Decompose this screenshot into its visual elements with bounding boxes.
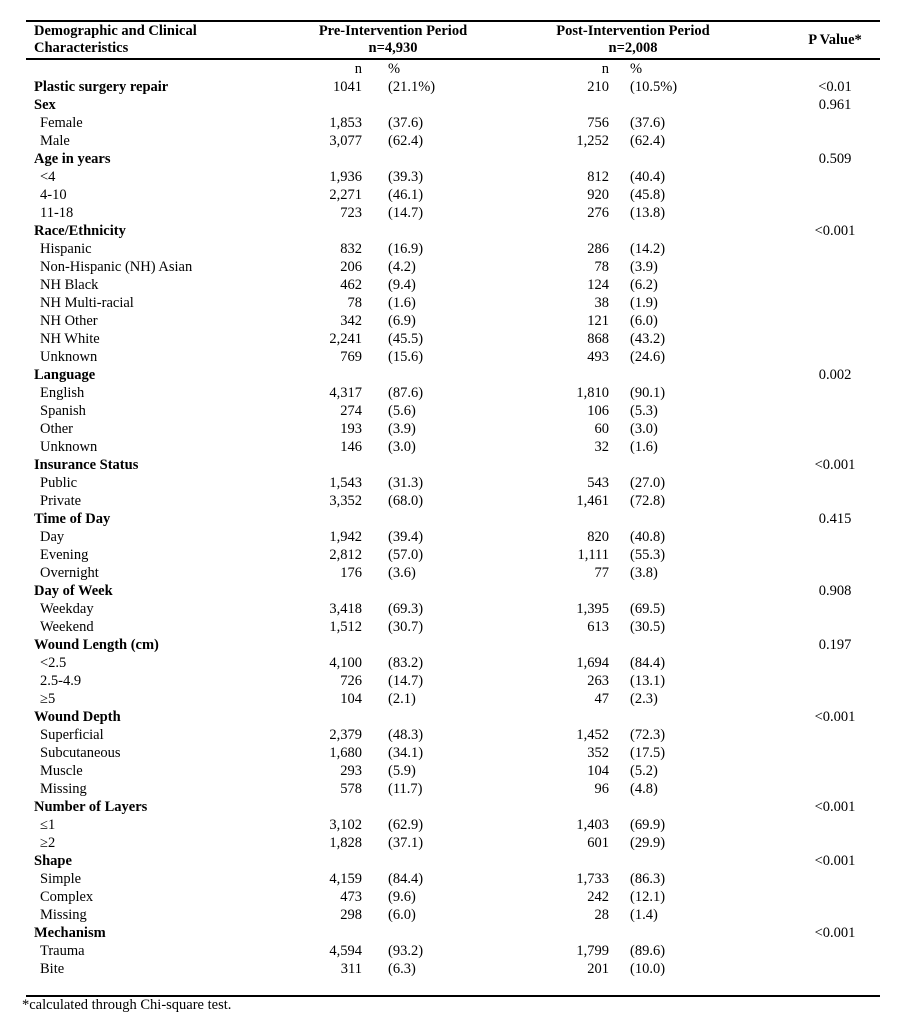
row-label: Bite	[40, 961, 65, 977]
pvalue-cell: 0.509	[818, 151, 852, 167]
pre-pct-cell: (11.7)	[388, 781, 423, 797]
post-n-cell: 124	[587, 277, 609, 293]
post-pct-cell: (86.3)	[630, 871, 666, 887]
table-row	[26, 618, 880, 636]
post-n-cell: 820	[587, 529, 609, 545]
pvalue-cell: 0.908	[818, 583, 852, 599]
row-label: ≥2	[40, 835, 56, 851]
table-row	[26, 330, 880, 348]
post-pct-cell: (10.5%)	[630, 79, 678, 95]
pre-pct-cell: (5.9)	[388, 763, 416, 779]
table-row	[26, 564, 880, 582]
pre-pct-cell: (39.3)	[388, 169, 424, 185]
pre-pct-cell: (14.7)	[388, 205, 424, 221]
post-n-cell: 493	[587, 349, 609, 365]
table-row	[26, 816, 880, 834]
row-label: Overnight	[40, 565, 99, 581]
table-row	[26, 744, 880, 762]
table-row	[26, 186, 880, 204]
pvalue-cell: 0.961	[818, 97, 852, 113]
table-row	[26, 762, 880, 780]
subheader-pct-pre: %	[388, 61, 401, 77]
row-label: Time of Day	[34, 511, 111, 527]
pre-pct-cell: (30.7)	[388, 619, 424, 635]
pre-n-cell: 298	[340, 907, 362, 923]
post-n-cell: 210	[587, 79, 609, 95]
section-row	[26, 510, 880, 528]
row-label: Missing	[40, 781, 87, 797]
post-pct-cell: (72.3)	[630, 727, 666, 743]
pre-pct-cell: (68.0)	[388, 493, 424, 509]
subheader-n-post: n	[601, 61, 609, 77]
pvalue-cell: <0.001	[814, 853, 856, 869]
pre-n-cell: 726	[340, 673, 362, 689]
post-n-cell: 47	[594, 691, 609, 707]
post-n-cell: 286	[587, 241, 609, 257]
table-row	[26, 204, 880, 222]
table-row	[26, 438, 880, 456]
pre-pct-cell: (3.9)	[388, 421, 416, 437]
post-pct-cell: (4.8)	[630, 781, 658, 797]
post-n-cell: 60	[594, 421, 609, 437]
pre-n-cell: 3,077	[329, 133, 362, 149]
table-row	[26, 420, 880, 438]
pre-n-cell: 104	[340, 691, 362, 707]
pre-n-cell: 723	[340, 205, 362, 221]
pvalue-cell: <0.001	[814, 925, 856, 941]
header-pre-line2: n=4,930	[368, 40, 418, 56]
post-n-cell: 756	[587, 115, 609, 131]
post-pct-cell: (6.2)	[630, 277, 658, 293]
section-row	[26, 636, 880, 654]
table-row	[26, 240, 880, 258]
table-row	[26, 258, 880, 276]
pre-pct-cell: (14.7)	[388, 673, 424, 689]
post-pct-cell: (69.5)	[630, 601, 666, 617]
row-label: Female	[40, 115, 83, 131]
post-n-cell: 601	[587, 835, 609, 851]
row-label: ≥5	[40, 691, 56, 707]
post-n-cell: 543	[587, 475, 609, 491]
post-n-cell: 104	[587, 763, 609, 779]
row-label: Wound Length (cm)	[34, 637, 159, 653]
row-label: Missing	[40, 907, 87, 923]
pre-pct-cell: (4.2)	[388, 259, 416, 275]
post-n-cell: 121	[587, 313, 609, 329]
pre-n-cell: 293	[340, 763, 362, 779]
row-label: Evening	[40, 547, 89, 563]
row-label: Unknown	[40, 349, 98, 365]
pre-pct-cell: (16.9)	[388, 241, 424, 257]
pre-pct-cell: (6.0)	[388, 907, 416, 923]
footnote: *calculated through Chi-square test.	[22, 997, 232, 1013]
post-pct-cell: (72.8)	[630, 493, 666, 509]
pvalue-cell: 0.002	[818, 367, 852, 383]
table-row	[26, 132, 880, 150]
pre-n-cell: 146	[340, 439, 362, 455]
row-label: Sex	[34, 97, 56, 113]
pre-pct-cell: (6.3)	[388, 961, 416, 977]
pre-n-cell: 4,594	[329, 943, 362, 959]
pre-n-cell: 1,680	[329, 745, 362, 761]
post-pct-cell: (1.4)	[630, 907, 658, 923]
table-row	[26, 906, 880, 924]
pre-n-cell: 832	[340, 241, 362, 257]
row-label: Age in years	[34, 151, 111, 167]
pre-pct-cell: (15.6)	[388, 349, 424, 365]
row-label: Shape	[34, 853, 72, 869]
row-label: Number of Layers	[34, 799, 148, 815]
pre-n-cell: 1,942	[329, 529, 362, 545]
pre-n-cell: 4,317	[329, 385, 362, 401]
table-row	[26, 402, 880, 420]
post-pct-cell: (24.6)	[630, 349, 666, 365]
header-characteristics	[34, 23, 197, 57]
row-label: <4	[40, 169, 56, 185]
pre-pct-cell: (62.9)	[388, 817, 424, 833]
pre-pct-cell: (9.4)	[388, 277, 416, 293]
pre-n-cell: 462	[340, 277, 362, 293]
row-label: Male	[40, 133, 70, 149]
row-label: Trauma	[40, 943, 85, 959]
pre-pct-cell: (6.9)	[388, 313, 416, 329]
table-row	[26, 780, 880, 798]
pre-pct-cell: (62.4)	[388, 133, 424, 149]
post-pct-cell: (17.5)	[630, 745, 666, 761]
post-n-cell: 1,733	[576, 871, 609, 887]
section-row	[26, 222, 880, 240]
row-label: NH Other	[40, 313, 98, 329]
post-pct-cell: (37.6)	[630, 115, 666, 131]
post-n-cell: 352	[587, 745, 609, 761]
pre-pct-cell: (5.6)	[388, 403, 416, 419]
post-pct-cell: (40.4)	[630, 169, 666, 185]
post-pct-cell: (84.4)	[630, 655, 666, 671]
section-row	[26, 582, 880, 600]
post-pct-cell: (1.9)	[630, 295, 658, 311]
pre-pct-cell: (84.4)	[388, 871, 424, 887]
header-characteristics-line1: Demographic and Clinical	[34, 23, 197, 39]
table-row	[26, 294, 880, 312]
section-row	[26, 456, 880, 474]
table-row	[26, 276, 880, 294]
pre-pct-cell: (37.1)	[388, 835, 424, 851]
post-n-cell: 28	[594, 907, 609, 923]
post-n-cell: 1,395	[576, 601, 609, 617]
table-row	[26, 312, 880, 330]
top-rule	[26, 20, 880, 22]
post-pct-cell: (40.8)	[630, 529, 666, 545]
post-pct-cell: (69.9)	[630, 817, 666, 833]
table-row	[26, 870, 880, 888]
row-label: Language	[34, 367, 96, 383]
row-label: Insurance Status	[34, 457, 139, 473]
row-label: Unknown	[40, 439, 98, 455]
table-row	[26, 654, 880, 672]
row-label: Spanish	[40, 403, 86, 419]
subheader-pct-post: %	[630, 61, 643, 77]
row-label: 11-18	[40, 205, 74, 221]
pre-pct-cell: (31.3)	[388, 475, 424, 491]
section-row	[26, 798, 880, 816]
post-n-cell: 78	[594, 259, 609, 275]
table-row	[26, 474, 880, 492]
pre-n-cell: 1041	[333, 79, 362, 95]
row-label: Complex	[40, 889, 94, 905]
pre-n-cell: 2,241	[329, 331, 362, 347]
pre-n-cell: 1,936	[329, 169, 362, 185]
post-n-cell: 1,452	[576, 727, 609, 743]
section-row	[26, 96, 880, 114]
table-row	[26, 672, 880, 690]
table-row	[26, 960, 880, 978]
table-row	[26, 114, 880, 132]
post-pct-cell: (29.9)	[630, 835, 666, 851]
pre-n-cell: 3,352	[329, 493, 362, 509]
header-pre-line1: Pre-Intervention Period	[318, 23, 468, 39]
pre-n-cell: 78	[347, 295, 362, 311]
pre-pct-cell: (69.3)	[388, 601, 424, 617]
pre-pct-cell: (3.6)	[388, 565, 416, 581]
pre-n-cell: 1,853	[329, 115, 362, 131]
header-characteristics-line2: Characteristics	[34, 40, 129, 56]
row-label: Weekend	[40, 619, 94, 635]
pre-pct-cell: (45.5)	[388, 331, 424, 347]
post-pct-cell: (1.6)	[630, 439, 658, 455]
post-n-cell: 1,810	[576, 385, 609, 401]
header-pre-intervention	[296, 23, 490, 57]
table-row	[26, 546, 880, 564]
row-label: Subcutaneous	[40, 745, 121, 761]
pre-pct-cell: (2.1)	[388, 691, 416, 707]
post-n-cell: 812	[587, 169, 609, 185]
header-post-intervention	[533, 23, 733, 57]
pre-n-cell: 3,418	[329, 601, 362, 617]
pre-pct-cell: (48.3)	[388, 727, 424, 743]
row-label: Non-Hispanic (NH) Asian	[40, 259, 193, 275]
pre-pct-cell: (39.4)	[388, 529, 424, 545]
pre-n-cell: 311	[340, 961, 362, 977]
pre-n-cell: 206	[340, 259, 362, 275]
row-label: ≤1	[40, 817, 56, 833]
pre-pct-cell: (3.0)	[388, 439, 416, 455]
section-row	[26, 924, 880, 942]
subheader-n-pre: n	[354, 61, 362, 77]
pre-n-cell: 4,100	[329, 655, 362, 671]
pre-n-cell: 2,379	[329, 727, 362, 743]
row-label: English	[40, 385, 85, 401]
post-pct-cell: (10.0)	[630, 961, 666, 977]
post-pct-cell: (5.3)	[630, 403, 658, 419]
pre-n-cell: 2,812	[329, 547, 362, 563]
header-post-line2: n=2,008	[608, 40, 658, 56]
table-row	[26, 888, 880, 906]
post-n-cell: 77	[594, 565, 609, 581]
post-n-cell: 38	[594, 295, 609, 311]
post-pct-cell: (12.1)	[630, 889, 666, 905]
pre-n-cell: 1,512	[329, 619, 362, 635]
row-label: Plastic surgery repair	[34, 79, 169, 95]
section-row	[26, 852, 880, 870]
post-n-cell: 32	[594, 439, 609, 455]
post-n-cell: 920	[587, 187, 609, 203]
pre-n-cell: 1,543	[329, 475, 362, 491]
pre-n-cell: 342	[340, 313, 362, 329]
pre-n-cell: 4,159	[329, 871, 362, 887]
post-n-cell: 201	[587, 961, 609, 977]
post-pct-cell: (2.3)	[630, 691, 658, 707]
header-pvalue-label: P Value*	[808, 32, 862, 48]
post-pct-cell: (6.0)	[630, 313, 658, 329]
post-pct-cell: (45.8)	[630, 187, 666, 203]
row-label: NH Multi-racial	[40, 295, 134, 311]
pre-n-cell: 193	[340, 421, 362, 437]
pre-pct-cell: (1.6)	[388, 295, 416, 311]
post-n-cell: 242	[587, 889, 609, 905]
header-post-line1: Post-Intervention Period	[556, 23, 710, 39]
row-label: NH Black	[40, 277, 99, 293]
post-pct-cell: (90.1)	[630, 385, 666, 401]
post-pct-cell: (13.8)	[630, 205, 666, 221]
row-label: Day	[40, 529, 65, 545]
pre-pct-cell: (87.6)	[388, 385, 424, 401]
subheader-row	[26, 60, 880, 78]
pvalue-cell: 0.415	[818, 511, 852, 527]
pre-n-cell: 473	[340, 889, 362, 905]
row-label: Other	[40, 421, 74, 437]
row-label: Private	[40, 493, 82, 509]
post-pct-cell: (43.2)	[630, 331, 666, 347]
row-label: Simple	[40, 871, 82, 887]
row-label: <2.5	[40, 655, 67, 671]
table-row	[26, 348, 880, 366]
post-n-cell: 1,694	[576, 655, 609, 671]
post-n-cell: 613	[587, 619, 609, 635]
pre-n-cell: 578	[340, 781, 362, 797]
post-n-cell: 1,403	[576, 817, 609, 833]
section-row	[26, 78, 880, 96]
table-row	[26, 168, 880, 186]
post-pct-cell: (30.5)	[630, 619, 666, 635]
header-pvalue	[790, 32, 880, 49]
pre-pct-cell: (37.6)	[388, 115, 424, 131]
post-n-cell: 276	[587, 205, 609, 221]
pvalue-cell: <0.001	[814, 799, 856, 815]
pre-n-cell: 1,828	[329, 835, 362, 851]
post-pct-cell: (5.2)	[630, 763, 658, 779]
post-n-cell: 1,111	[577, 547, 609, 563]
table-row	[26, 492, 880, 510]
pvalue-cell: <0.001	[814, 709, 856, 725]
post-pct-cell: (55.3)	[630, 547, 666, 563]
section-row	[26, 150, 880, 168]
post-n-cell: 1,252	[576, 133, 609, 149]
post-n-cell: 263	[587, 673, 609, 689]
table-row	[26, 834, 880, 852]
table-row	[26, 600, 880, 618]
pre-n-cell: 176	[340, 565, 362, 581]
row-label: 2.5-4.9	[40, 673, 82, 689]
pvalue-cell: <0.01	[818, 79, 852, 95]
table-row	[26, 690, 880, 708]
post-pct-cell: (13.1)	[630, 673, 666, 689]
table-row	[26, 726, 880, 744]
pvalue-cell: <0.001	[814, 223, 856, 239]
post-pct-cell: (3.8)	[630, 565, 658, 581]
section-row	[26, 708, 880, 726]
row-label: Race/Ethnicity	[34, 223, 126, 239]
pre-n-cell: 274	[340, 403, 362, 419]
row-label: Public	[40, 475, 78, 491]
pvalue-cell: <0.001	[814, 457, 856, 473]
pre-pct-cell: (46.1)	[388, 187, 424, 203]
pre-pct-cell: (93.2)	[388, 943, 424, 959]
row-label: NH White	[40, 331, 100, 347]
table-row	[26, 942, 880, 960]
row-label: Mechanism	[34, 925, 106, 941]
post-pct-cell: (89.6)	[630, 943, 666, 959]
section-row	[26, 366, 880, 384]
post-n-cell: 96	[594, 781, 609, 797]
post-pct-cell: (62.4)	[630, 133, 666, 149]
post-n-cell: 106	[587, 403, 609, 419]
post-pct-cell: (14.2)	[630, 241, 666, 257]
pvalue-cell: 0.197	[818, 637, 852, 653]
pre-pct-cell: (21.1%)	[388, 79, 436, 95]
pre-n-cell: 769	[340, 349, 362, 365]
pre-n-cell: 3,102	[329, 817, 362, 833]
post-n-cell: 868	[587, 331, 609, 347]
post-pct-cell: (27.0)	[630, 475, 666, 491]
row-label: 4-10	[40, 187, 67, 203]
pre-pct-cell: (83.2)	[388, 655, 424, 671]
row-label: Weekday	[40, 601, 94, 617]
table-row	[26, 528, 880, 546]
pre-pct-cell: (9.6)	[388, 889, 416, 905]
post-pct-cell: (3.9)	[630, 259, 658, 275]
post-pct-cell: (3.0)	[630, 421, 658, 437]
post-n-cell: 1,799	[576, 943, 609, 959]
table-row	[26, 384, 880, 402]
row-label: Muscle	[40, 763, 83, 779]
post-n-cell: 1,461	[576, 493, 609, 509]
row-label: Wound Depth	[34, 709, 121, 725]
row-label: Hispanic	[40, 241, 92, 257]
pre-pct-cell: (57.0)	[388, 547, 424, 563]
pre-pct-cell: (34.1)	[388, 745, 424, 761]
row-label: Superficial	[40, 727, 104, 743]
row-label: Day of Week	[34, 583, 113, 599]
pre-n-cell: 2,271	[329, 187, 362, 203]
